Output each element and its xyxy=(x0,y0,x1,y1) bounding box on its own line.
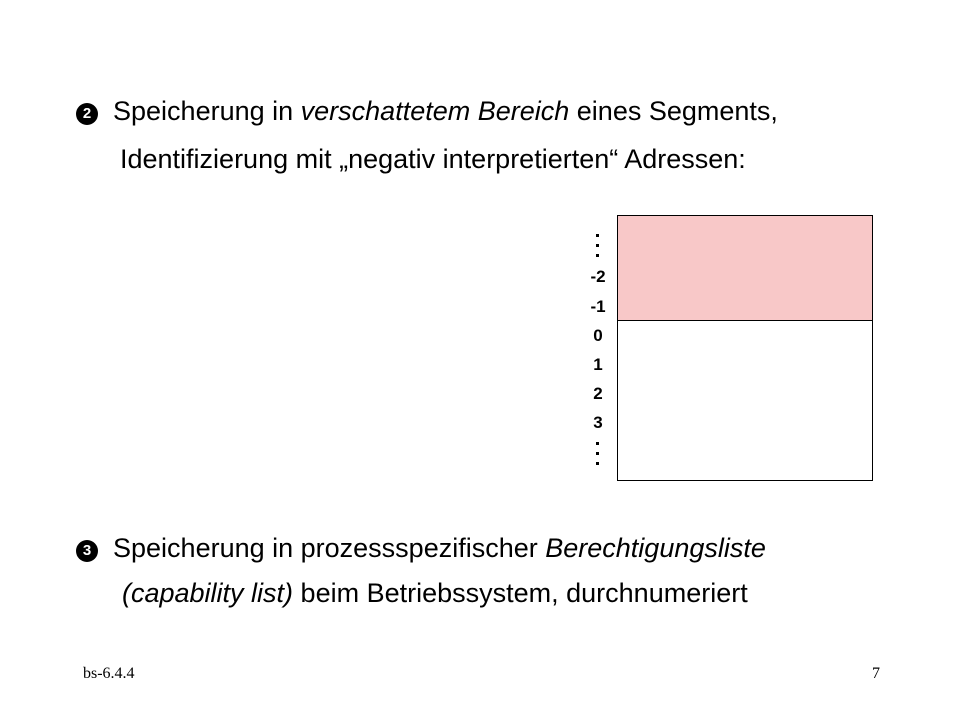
item3-line2 xyxy=(122,580,748,607)
address-minus-2: -2 xyxy=(590,267,606,286)
address-2: 2 xyxy=(593,384,603,403)
item2-emphasis: verschattetem Bereich xyxy=(300,96,570,126)
address-0: 0 xyxy=(593,326,603,345)
left-dashed-edge xyxy=(617,380,618,432)
address-1: 1 xyxy=(593,355,603,374)
item2-text-c: eines Segments, xyxy=(569,96,778,126)
item2-line1 xyxy=(76,98,778,125)
segment-region xyxy=(617,320,873,481)
item3-capability: (capability list) xyxy=(122,578,294,608)
item2-line2: Identifizierung mit „negativ interpretierten“ Adressen: xyxy=(120,144,746,174)
bullet-3-icon: 3 xyxy=(76,540,98,562)
lower-ellipsis xyxy=(596,442,600,472)
item3-text-a: Speicherung in prozessspezifischer xyxy=(113,533,546,563)
shaded-region xyxy=(617,215,873,321)
address-3: 3 xyxy=(593,413,603,432)
item3-text-b: beim Betriebssystem, durchnumeriert xyxy=(293,578,748,608)
upper-ellipsis xyxy=(596,234,600,264)
address-minus-1: -1 xyxy=(590,297,606,316)
bullet-2-icon: 2 xyxy=(76,103,98,125)
item3-line1 xyxy=(76,535,766,562)
item3-emphasis: Berechtigungsliste xyxy=(545,533,766,563)
item2-text-a: Speicherung in xyxy=(113,96,301,126)
page-number: 7 xyxy=(872,665,880,682)
right-dashed-edge xyxy=(872,380,873,432)
footer-label: bs-6.4.4 xyxy=(83,665,135,682)
